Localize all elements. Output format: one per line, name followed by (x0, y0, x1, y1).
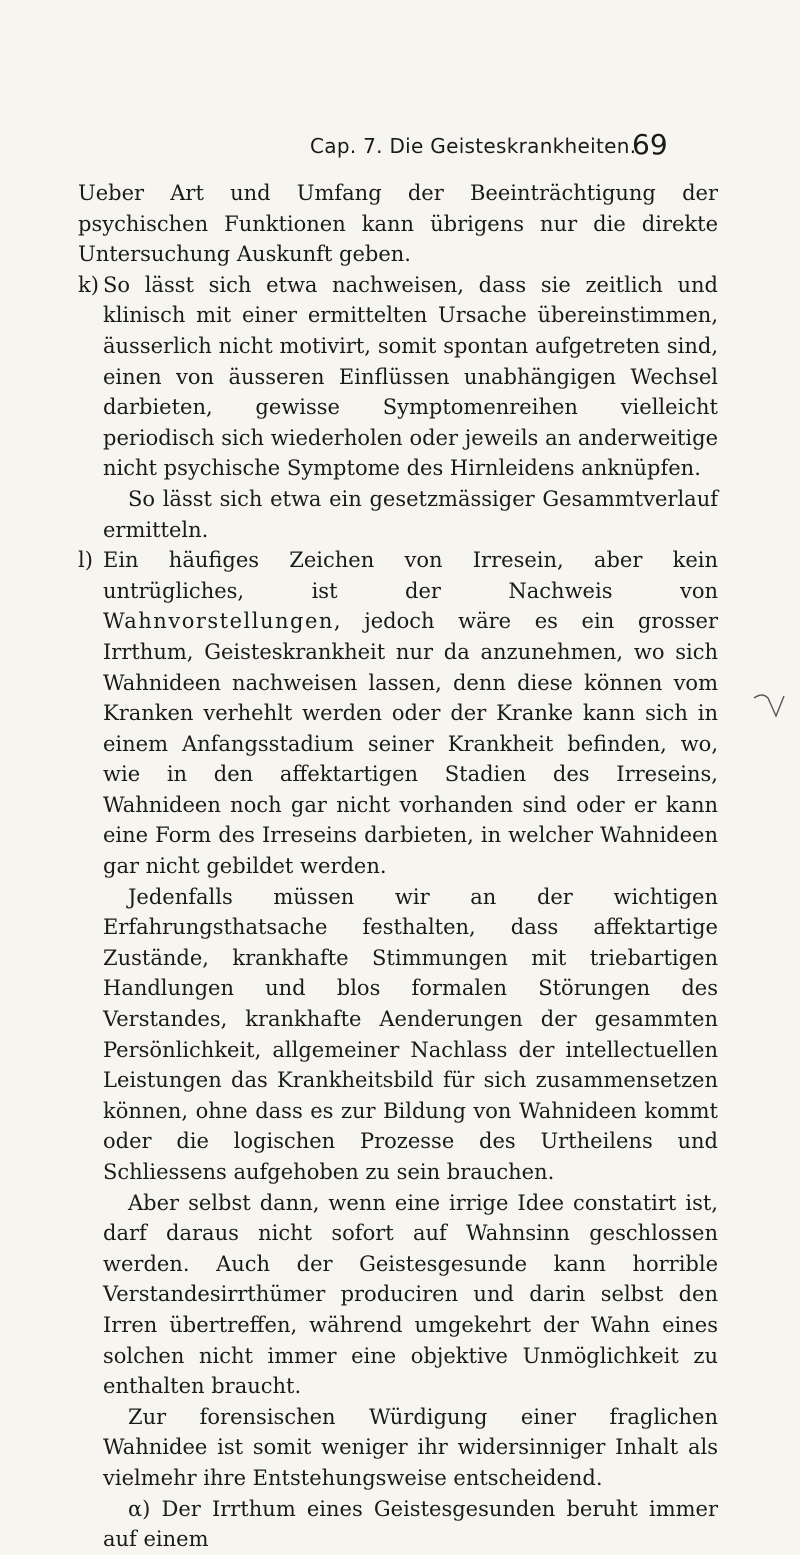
paragraph-l-2: Jedenfalls müssen wir an der wichtigen Erfahrungsthatsache festhalten, dass affektartige Zustände, krankhafte Stimmungen mit triebartigen Handlungen und blos formalen Störungen des Verstandes, krankhafte Aenderungen der gesammten Persönlichkeit, allgemeiner Nachlass der intellectuellen Leistungen das Krankheitsbild für sich zusammensetzen können, ohne dass es zur Bildung von Wahnideen kommt oder die logischen Prozesse des Urtheilens und Schliessens aufgehoben zu sein brauchen. (103, 884, 718, 1184)
paragraph-l-3: Aber selbst dann, wenn eine irrige Idee constatirt ist, darf daraus nicht sofort auf Wahnsinn geschlossen werden. Auch der Geistesgesunde kann horrible Verstandesirrthümer produciren und darin selbst den Irren übertreffen, während umgekehrt der Wahn eines solchen nicht immer eine objektive Unmöglichkeit zu enthalten braucht. (103, 1190, 718, 1399)
paragraph-k: So lässt sich etwa nachweisen, dass sie zeitlich und klinisch mit einer ermittelten Ursache übereinstimmen, äusserlich nicht motivirt, somit spontan aufgetreten sind, einen von äusseren Einflüssen unabhängigen Wechsel darbieten, gewisse Symptomenreihen vielleicht periodisch sich wiederholen oder jeweils an anderweitige nicht psychische Symptome des Hirnleidens anknüpfen. (103, 272, 718, 481)
running-title: Cap. 7. Die Geisteskrankheiten. (310, 134, 637, 158)
list-marker-alpha: α) (128, 1496, 151, 1521)
page-number: 69 (632, 128, 668, 161)
list-marker-l: l) (78, 548, 93, 573)
emphasized-term: Wahnvorstellungen (103, 609, 334, 634)
paragraph-k-2: So lässt sich etwa ein gesetzmässiger Gesammtverlauf ermitteln. (103, 486, 718, 542)
paragraph-intro: Ueber Art und Umfang der Beeinträchtigung der psychischen Funktionen kann übrigens nur die direkte Untersuchung Auskunft geben. (78, 181, 718, 267)
paragraph-l-4: Zur forensischen Würdigung einer fraglichen Wahnidee ist somit weniger ihr widersinniger Inhalt als vielmehr ihre Entstehungsweise entscheidend. (103, 1404, 718, 1490)
list-item-k (78, 270, 718, 545)
margin-pencil-mark (752, 692, 792, 722)
paragraph-alpha (103, 1494, 718, 1555)
body-text (78, 178, 718, 1555)
list-marker-k: k) (78, 272, 99, 297)
list-item-l (78, 545, 718, 1555)
paragraph-l (103, 545, 718, 882)
paragraph-l-text-b: , jedoch wäre es ein grosser Irrthum, Geisteskrankheit nur da anzunehmen, wo sich Wahnideen nachweisen lassen, denn diese können vom Kranken verhehlt werden oder der Kranke kann sich in einem Anfangsstadium seiner Krankheit befinden, wo, wie in den affektartigen Stadien des Irreseins, Wahnideen noch gar nicht vorhanden sind oder er kann eine Form des Irreseins darbieten, in welcher Wahnideen gar nicht gebildet werden. (103, 609, 718, 879)
paragraph-alpha-text: Der Irrthum eines Geistesgesunden beruht immer auf einem (103, 1496, 718, 1552)
page-header (0, 130, 800, 170)
paragraph-l-text-a: Ein häufiges Zeichen von Irresein, aber kein untrügliches, ist der Nachweis von (103, 548, 718, 603)
